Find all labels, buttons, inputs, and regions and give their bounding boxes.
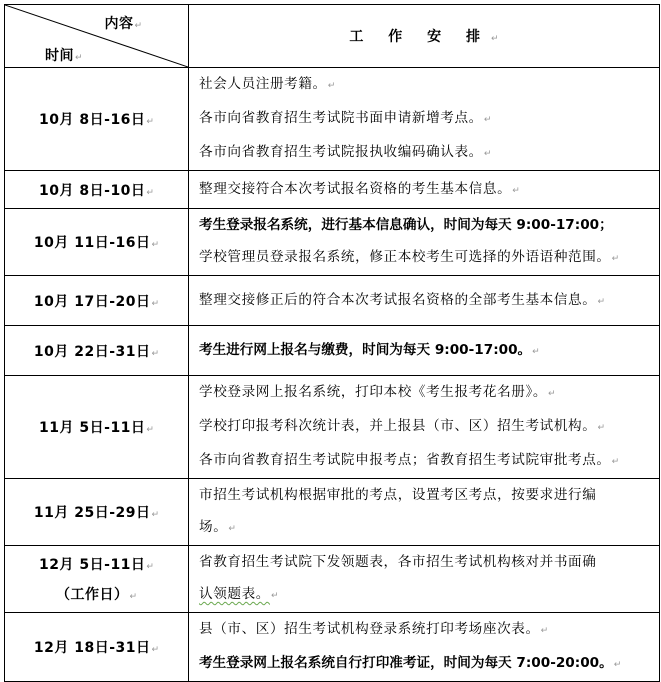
- time-cell: 10月 11日-16日↵: [5, 209, 189, 276]
- paragraph-mark-icon: ↵: [146, 117, 154, 127]
- time-cell: 10月 22日-31日↵: [5, 326, 189, 376]
- schedule-table: [4, 4, 660, 682]
- work-cell: 省教育招生考试院下发领题表，各市招生考试机构核对并书面确 认领题表。↵: [189, 546, 660, 613]
- table-row: [5, 326, 660, 376]
- time-cell: 12月 5日-11日↵ （工作日）↵: [5, 546, 189, 613]
- header-work-cell: [189, 5, 660, 68]
- table-row: [5, 376, 660, 479]
- work-cell: 市招生考试机构根据审批的考点，设置考区考点，按要求进行编 场。↵: [189, 479, 660, 546]
- paragraph-mark-icon: ↵: [491, 34, 499, 44]
- time-cell: 11月 5日-11日↵: [5, 376, 189, 479]
- time-cell: 12月 18日-31日↵: [5, 613, 189, 682]
- table-row: [5, 479, 660, 546]
- header-content-label: 内容: [104, 16, 134, 32]
- time-cell-note: （工作日）: [55, 587, 129, 603]
- schedule-document: [4, 4, 660, 682]
- time-cell: 10月 8日-10日↵: [5, 171, 189, 209]
- table-row: [5, 276, 660, 326]
- table-row: [5, 68, 660, 171]
- table-row: [5, 209, 660, 276]
- table-row: [5, 171, 660, 209]
- work-cell: 考生进行网上报名与缴费，时间为每天 9:00-17:00。↵: [189, 326, 660, 376]
- header-work-title: 工 作 安 排: [349, 29, 491, 45]
- table-header-row: [5, 5, 660, 68]
- header-time-label: 时间: [45, 48, 74, 64]
- work-cell: 社会人员注册考籍。↵ 各市向省教育招生考试院书面申请新增考点。↵ 各市向省教育招生考试院报执收编码确认表。↵: [189, 68, 660, 171]
- work-cell: 学校登录网上报名系统，打印本校《考生报考花名册》。↵ 学校打印报考科次统计表，并上报县（市、区）招生考试机构。↵ 各市向省教育招生考试院申报考点；省教育招生考试院审批考点。↵: [189, 376, 660, 479]
- paragraph-mark-icon: ↵: [75, 53, 83, 63]
- paragraph-mark-icon: ↵: [134, 21, 142, 31]
- work-cell: 考生登录报名系统，进行基本信息确认，时间为每天 9:00-17:00； 学校管理员登录报名系统，修正本校考生可选择的外语语种范围。↵: [189, 209, 660, 276]
- table-row: [5, 613, 660, 682]
- header-corner-cell: [5, 5, 189, 68]
- work-cell: 整理交接符合本次考试报名资格的考生基本信息。↵: [189, 171, 660, 209]
- time-cell: 10月 17日-20日↵: [5, 276, 189, 326]
- work-cell: 整理交接修正后的符合本次考试报名资格的全部考生基本信息。↵: [189, 276, 660, 326]
- diagonal-divider: [5, 5, 188, 67]
- table-row: [5, 546, 660, 613]
- time-cell: 11月 25日-29日↵: [5, 479, 189, 546]
- time-cell: 10月 8日-16日↵: [5, 68, 189, 171]
- work-cell: 县（市、区）招生考试机构登录系统打印考场座次表。↵ 考生登录网上报名系统自行打印准考证，时间为每天 7:00-20:00。↵: [189, 613, 660, 682]
